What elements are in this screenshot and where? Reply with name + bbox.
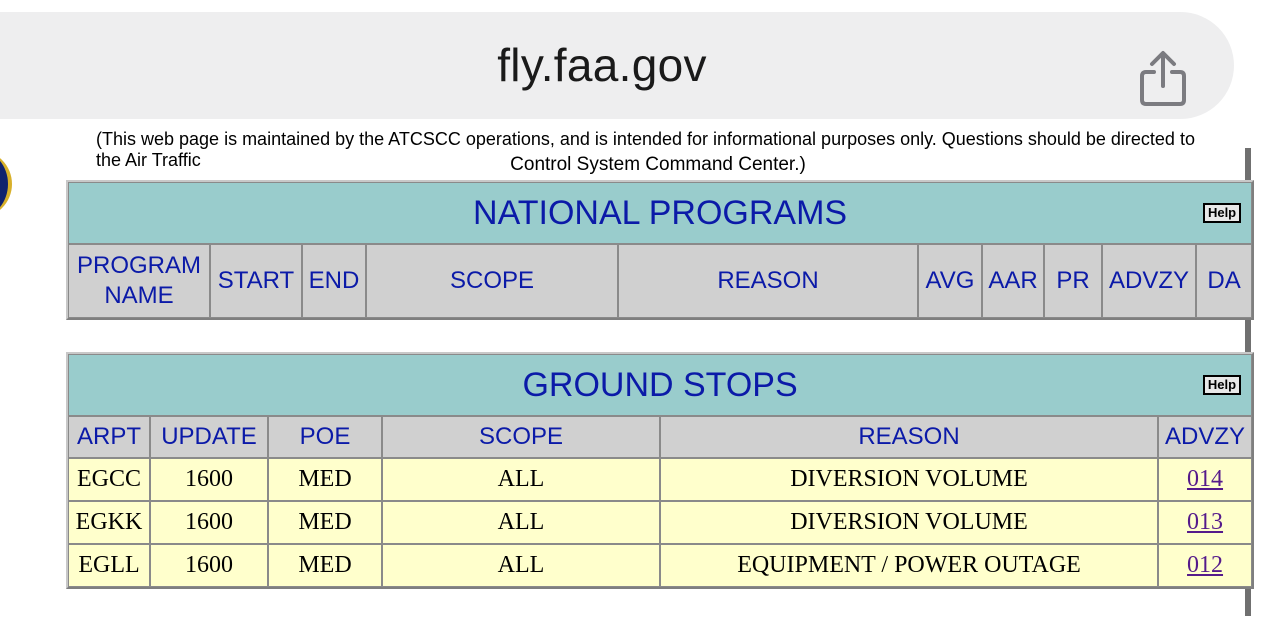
table-row: [68, 544, 1252, 587]
col-reason: REASON: [660, 416, 1158, 458]
national-programs-title-bar: [68, 182, 1252, 244]
col-advzy: ADVZY: [1102, 244, 1196, 318]
cell-reason: DIVERSION VOLUME: [660, 501, 1158, 544]
national-programs-table: [66, 180, 1254, 320]
national-programs-help-button[interactable]: Help: [1203, 203, 1241, 223]
table-row: [68, 458, 1252, 501]
cell-update: 1600: [150, 458, 268, 501]
col-start: START: [210, 244, 302, 318]
cell-reason: EQUIPMENT / POWER OUTAGE: [660, 544, 1158, 587]
col-scope: SCOPE: [382, 416, 660, 458]
col-pr: PR: [1044, 244, 1102, 318]
cell-arpt: EGLL: [68, 544, 150, 587]
col-da: DA: [1196, 244, 1252, 318]
col-update: UPDATE: [150, 416, 268, 458]
cell-update: 1600: [150, 501, 268, 544]
col-program-name: PROGRAM NAME: [68, 244, 210, 318]
cell-advzy: [1158, 544, 1252, 587]
cell-poe: MED: [268, 544, 382, 587]
advisory-link[interactable]: 012: [1187, 552, 1224, 578]
cell-arpt: EGKK: [68, 501, 150, 544]
col-avg: AVG: [918, 244, 982, 318]
address-bar[interactable]: [0, 12, 1234, 119]
national-programs-title: NATIONAL PROGRAMS: [473, 193, 848, 232]
cell-advzy: [1158, 458, 1252, 501]
advisory-link[interactable]: 013: [1187, 509, 1224, 535]
cell-advzy: [1158, 501, 1252, 544]
table-row: [68, 501, 1252, 544]
col-scope: SCOPE: [366, 244, 618, 318]
ground-stops-table: [66, 352, 1254, 589]
url-text[interactable]: fly.faa.gov: [497, 39, 707, 91]
col-arpt: ARPT: [68, 416, 150, 458]
ground-stops-title-bar: [68, 354, 1252, 416]
col-advzy: ADVZY: [1158, 416, 1252, 458]
col-end: END: [302, 244, 366, 318]
advisory-link[interactable]: 014: [1187, 466, 1224, 492]
intro-caption: Control System Command Center.): [510, 154, 806, 175]
cell-arpt: EGCC: [68, 458, 150, 501]
ground-stops-help-button[interactable]: Help: [1203, 375, 1241, 395]
faa-seal-logo: [0, 150, 12, 218]
share-icon[interactable]: [1136, 50, 1190, 108]
intro-text-clipped: (This web page is maintained by the ATCSCC operations, and is intended for informational purposes only. Questions should be directed to the Air Traffic: [96, 129, 1195, 170]
cell-poe: MED: [268, 501, 382, 544]
cell-update: 1600: [150, 544, 268, 587]
col-reason: REASON: [618, 244, 918, 318]
cell-scope: ALL: [382, 501, 660, 544]
cell-scope: ALL: [382, 458, 660, 501]
ground-stops-title: GROUND STOPS: [522, 365, 798, 404]
cell-poe: MED: [268, 458, 382, 501]
col-aar: AAR: [982, 244, 1044, 318]
col-poe: POE: [268, 416, 382, 458]
cell-reason: DIVERSION VOLUME: [660, 458, 1158, 501]
cell-scope: ALL: [382, 544, 660, 587]
